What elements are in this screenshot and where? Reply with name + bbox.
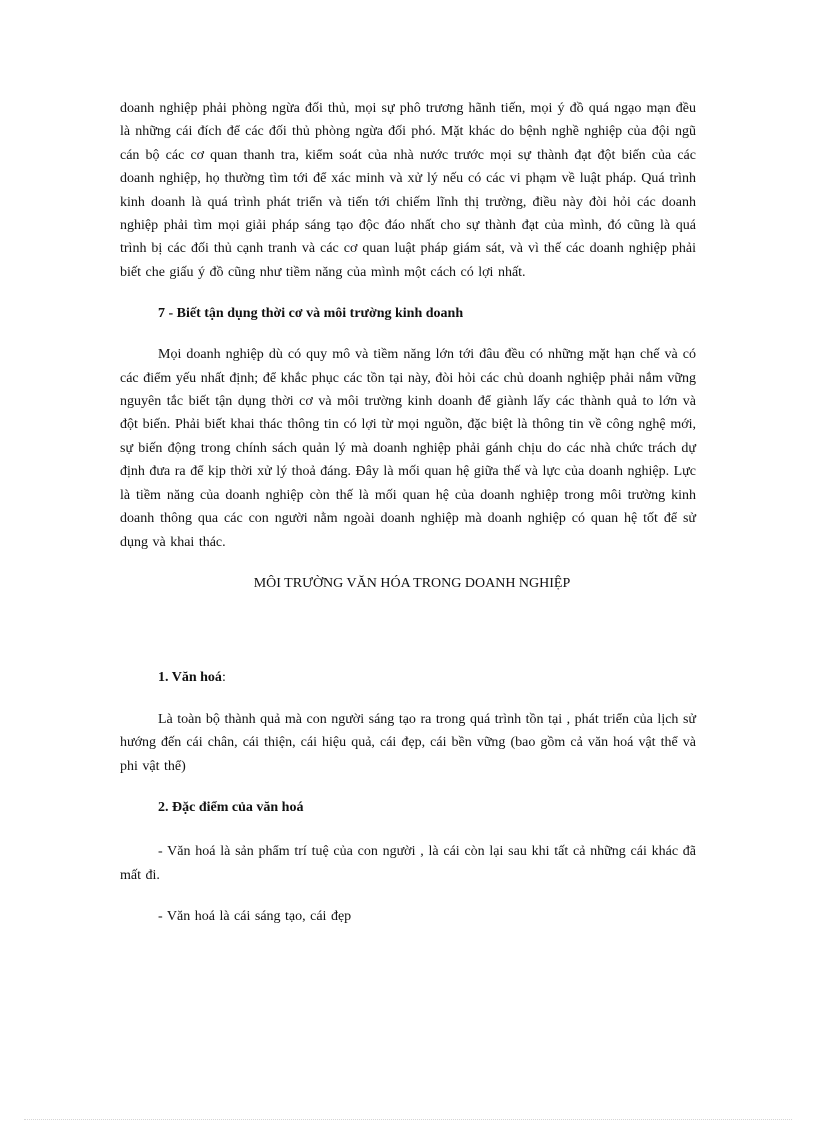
heading-culture-colon: : <box>221 669 226 685</box>
paragraph-competitors: doanh nghiệp phải phòng ngừa đối thủ, mọi sự phô trương hãnh tiến, mọi ý đồ quá ngạo mạn đều là những cái đích để các đối thủ phòng ngừa đối phó. Mặt khác do bệnh nghề nghiệp của đội ngũ cán bộ các cơ quan thanh tra, kiểm soát của nhà nước trước mọi sự thành đạt đột biến của các doanh nghiệp, họ thường tìm tới để xác minh và xử lý nếu có các vi phạm về luật pháp. Quá trình kinh doanh là quá trình phát triển và tiến tới chiếm lĩnh thị trường, điều này đòi hỏi các doanh nghiệp phải tìm mọi giải pháp sáng tạo độc đáo nhất cho sự thành đạt của mình, đó cũng là quá trình bị các đối thủ cạnh tranh và các cơ quan luật pháp giám sát, và vì thế các doanh nghiệp phải biết che giấu ý đồ cũng như tiềm năng của mình một cách có lợi nhất. <box>120 101 696 280</box>
heading-culture <box>120 666 696 689</box>
paragraph-culture-definition: Là toàn bộ thành quả mà con người sáng tạo ra trong quá trình tồn tại , phát triển của lịch sử hướng đến cái chân, cái thiện, cái hiệu quả, cái đẹp, cái bền vững (bao gồm cả văn hoá vật thể và phi vật thể) <box>120 711 696 774</box>
heading-culture-features: 2. Đặc điểm của văn hoá <box>158 800 304 816</box>
heading-seize-opportunity: 7 - Biết tận dụng thời cơ và môi trường kinh doanh <box>158 306 464 322</box>
paragraph-feature-2: - Văn hoá là cái sáng tạo, cái đẹp <box>158 908 352 924</box>
document-page <box>120 97 696 928</box>
section-title: MÔI TRƯỜNG VĂN HÓA TRONG DOANH NGHIỆP <box>253 575 571 591</box>
heading-culture-label: 1. Văn hoá <box>158 669 222 685</box>
page-bottom-divider <box>24 1119 792 1120</box>
paragraph-feature-1: - Văn hoá là sản phẩm trí tuệ của con người , là cái còn lại sau khi tất cả những cái khác đã mất đi. <box>120 844 696 883</box>
paragraph-opportunity: Mọi doanh nghiệp dù có quy mô và tiềm năng lớn tới đâu đều có những mặt hạn chế và có các điểm yếu nhất định; để khắc phục các tồn tại này, đòi hỏi các chủ doanh nghiệp phải nắm vững nguyên tắc biết tận dụng thời cơ và môi trường kinh doanh để giành lấy các thành quả to lớn và đột biến. Phải biết khai thác thông tin có lợi từ mọi nguồn, đặc biệt là thông tin về công nghệ mới, sự biến động trong chính sách quản lý mà doanh nghiệp phải gánh chịu do các nhà chức trách dự định đưa ra để kịp thời xử lý thoả đáng. Đây là mối quan hệ giữa thế và lực của doanh nghiệp. Lực là tiềm năng của doanh nghiệp còn thế là mối quan hệ của doanh nghiệp trong môi trường kinh doanh thông qua các con người nằm ngoài doanh nghiệp mà doanh nghiệp có quan hệ tốt để sử dụng và khai thác. <box>120 347 696 550</box>
